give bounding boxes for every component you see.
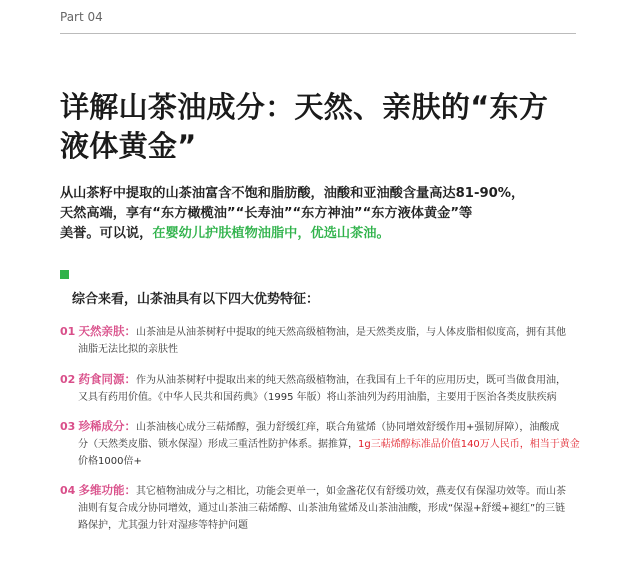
intro-line-3-prefix: 美誉。可以说， xyxy=(60,226,153,241)
advantage-number: 04 xyxy=(60,484,76,497)
page-title-line-1: 详解山茶油成分：天然、亲肤的“东方 xyxy=(60,90,549,124)
advantage-text-line-1: 其它植物油成分与之相比，功能会更单一，如金盏花仅有舒缓功效，燕麦仅有保湿功效等。而山茶 xyxy=(136,486,566,497)
intro-line-3 xyxy=(60,224,580,244)
header-divider xyxy=(60,33,576,34)
intro-line-2: 天然高端，享有“东方橄榄油”“长寿油”“东方神油”“东方液体黄金”等 xyxy=(60,206,473,221)
advantage-name: 药食同源： xyxy=(78,372,136,386)
advantage-item-2 xyxy=(60,371,580,406)
page-title xyxy=(60,88,600,166)
advantage-item-4 xyxy=(60,482,580,534)
advantage-price-highlight: 1g三萜烯醇标准品价值140万人民币，相当于黄金 xyxy=(358,439,580,450)
intro-paragraph xyxy=(60,184,580,244)
advantage-text-line-1: 山茶油核心成分三萜烯醇，强力舒缓红痒，联合角鲨烯（协同增效舒缓作用+强韧屏障），油酸成 xyxy=(136,422,560,433)
intro-highlight: 在婴幼儿护肤植物油脂中，优选山茶油。 xyxy=(152,226,390,241)
part-label: Part 04 xyxy=(60,10,103,24)
advantage-text-line-2 xyxy=(60,436,580,453)
page-title-line-2: 液体黄金” xyxy=(60,129,197,163)
advantage-name: 多维功能： xyxy=(78,483,136,497)
advantage-text-line-2: 又具有药用价值。《中华人民共和国药典》（1995 年版）将山茶油列为药用油脂，主要用于医治各类皮肤疾病 xyxy=(78,392,557,403)
green-square-marker xyxy=(60,270,69,279)
intro-line-1: 从山茶籽中提取的山茶油富含不饱和脂肪酸，油酸和亚油酸含量高达81-90%， xyxy=(60,186,525,201)
advantage-text-line-3: 路保护，尤其强力针对湿疹等特护问题 xyxy=(78,520,248,531)
advantage-text-line-1: 山茶油是从油茶树籽中提取的纯天然高级植物油，是天然类皮脂，与人体皮脂相似度高，拥有其他 xyxy=(136,327,566,338)
advantage-text-line-2: 油则有复合成分协同增效，通过山茶油三萜烯醇、山茶油角鲨烯及山茶油油酸，形成“保湿+舒缓+褪红”的三链 xyxy=(78,503,566,514)
advantage-text-line-2-a: 分（天然类皮脂、锁水保湿）形成三重活性防护体系。据推算， xyxy=(78,439,358,450)
advantage-name: 珍稀成分： xyxy=(78,419,136,433)
advantage-item-1 xyxy=(60,323,580,358)
advantage-name: 天然亲肤： xyxy=(78,324,136,338)
advantage-number: 01 xyxy=(60,325,76,338)
summary-heading: 综合来看，山茶油具有以下四大优势特征： xyxy=(72,292,320,307)
advantage-number: 03 xyxy=(60,420,76,433)
advantage-text-line-1: 作为从油茶树籽中提取出来的纯天然高级植物油，在我国有上千年的应用历史，既可当做食用油， xyxy=(136,375,566,386)
advantage-text-line-2: 油脂无法比拟的亲肤性 xyxy=(78,344,178,355)
advantage-number: 02 xyxy=(60,373,76,386)
advantage-text-line-3: 价格1000倍+ xyxy=(78,456,142,467)
advantage-item-3 xyxy=(60,418,580,470)
